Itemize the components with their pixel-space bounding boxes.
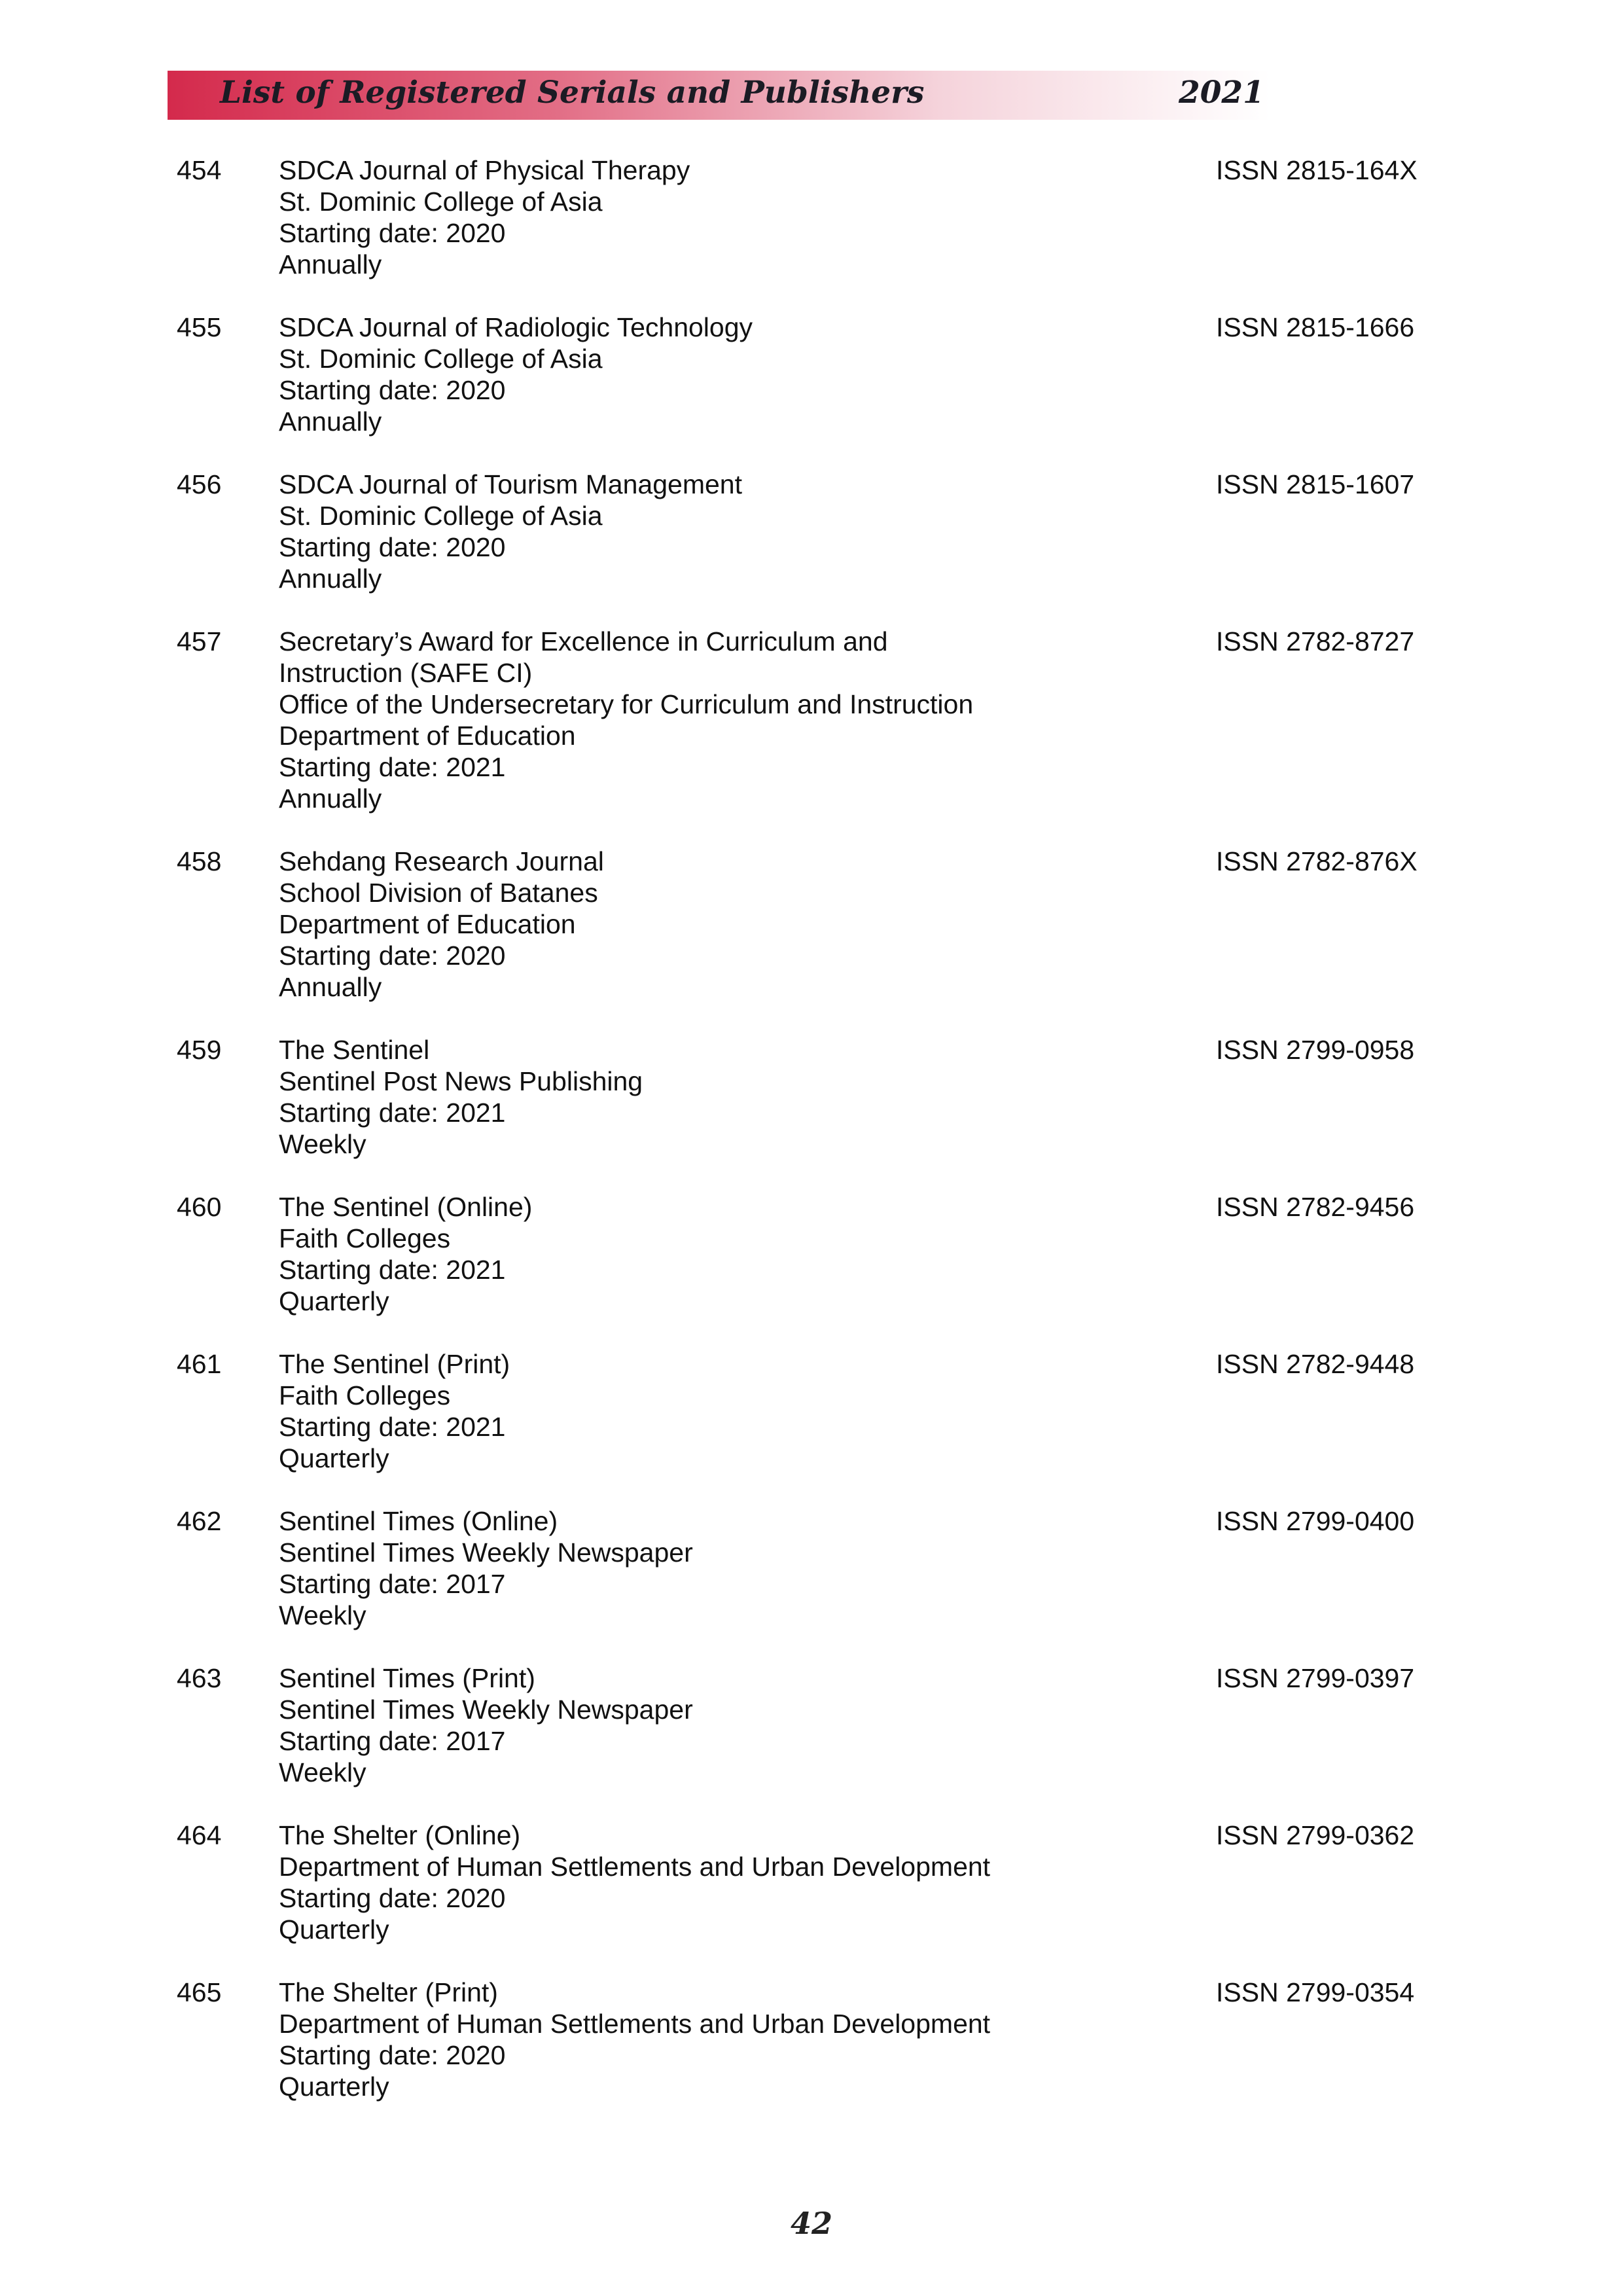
entry-detail-line: Weekly (279, 1600, 366, 1630)
entry-number: 457 (177, 626, 222, 656)
serial-entry (0, 1505, 1623, 1631)
entry-details (279, 154, 1188, 280)
serial-entry (0, 1348, 1623, 1474)
entry-detail-line: Department of Education (279, 909, 576, 939)
entry-details (279, 1820, 1188, 1945)
entry-details (279, 626, 1188, 814)
serial-entry (0, 1977, 1623, 2102)
entry-detail-line: Starting date: 2017 (279, 1569, 506, 1599)
serial-entry (0, 626, 1623, 814)
serial-title: The Sentinel (279, 1035, 430, 1065)
entry-detail-line: Quarterly (279, 1286, 389, 1316)
entry-number: 465 (177, 1977, 222, 2007)
serial-title: The Shelter (Online) (279, 1820, 521, 1850)
entry-details (279, 469, 1188, 594)
entry-detail-line: Starting date: 2020 (279, 941, 506, 971)
issn-number: ISSN 2782-9456 (1216, 1192, 1415, 1222)
serial-title: Sehdang Research Journal (279, 846, 604, 876)
serial-entry (0, 312, 1623, 437)
entry-detail-line: Starting date: 2017 (279, 1726, 506, 1756)
entry-details (279, 1034, 1188, 1160)
entry-number: 454 (177, 155, 222, 185)
entry-detail-line: Starting date: 2021 (279, 1255, 506, 1285)
entry-detail-line: Sentinel Post News Publishing (279, 1066, 643, 1096)
header-banner (168, 71, 1270, 120)
issn-number: ISSN 2815-1666 (1216, 312, 1415, 342)
entry-number: 460 (177, 1192, 222, 1222)
serial-title: SDCA Journal of Radiologic Technology (279, 312, 753, 342)
entry-detail-line: Starting date: 2021 (279, 1098, 506, 1128)
entry-detail-line: Starting date: 2020 (279, 1883, 506, 1913)
entry-detail-line: Instruction (SAFE CI) (279, 658, 533, 688)
serial-title: The Sentinel (Online) (279, 1192, 533, 1222)
entry-detail-line: St. Dominic College of Asia (279, 187, 603, 217)
entry-detail-line: Weekly (279, 1757, 366, 1787)
entry-number: 463 (177, 1663, 222, 1693)
entry-detail-line: Starting date: 2020 (279, 2040, 506, 2070)
entry-detail-line: School Division of Batanes (279, 878, 598, 908)
issn-number: ISSN 2782-876X (1216, 846, 1418, 876)
issn-number: ISSN 2799-0397 (1216, 1663, 1415, 1693)
entry-details (279, 1191, 1188, 1317)
issn-number: ISSN 2799-0362 (1216, 1820, 1415, 1850)
entry-detail-line: Starting date: 2020 (279, 218, 506, 248)
entry-number: 458 (177, 846, 222, 876)
serial-entry (0, 154, 1623, 280)
entry-detail-line: Annually (279, 249, 382, 279)
serial-title: Secretary’s Award for Excellence in Curriculum and (279, 626, 888, 656)
document-title: List of Registered Serials and Publishers (220, 75, 925, 111)
issn-number: ISSN 2799-0958 (1216, 1035, 1415, 1065)
serials-list (0, 154, 1623, 2134)
serial-entry (0, 846, 1623, 1003)
entry-detail-line: Department of Human Settlements and Urban Development (279, 2009, 991, 2039)
entry-details (279, 1662, 1188, 1788)
entry-details (279, 312, 1188, 437)
entry-number: 455 (177, 312, 222, 342)
serial-entry (0, 1662, 1623, 1788)
entry-detail-line: Annually (279, 972, 382, 1002)
entry-detail-line: Department of Human Settlements and Urban Development (279, 1852, 991, 1882)
serial-entry (0, 1034, 1623, 1160)
serial-title: Sentinel Times (Online) (279, 1506, 558, 1536)
entry-detail-line: Starting date: 2021 (279, 1412, 506, 1442)
issn-number: ISSN 2815-164X (1216, 155, 1418, 185)
entry-detail-line: Annually (279, 783, 382, 814)
entry-details (279, 1348, 1188, 1474)
entry-detail-line: Office of the Undersecretary for Curriculum and Instruction (279, 689, 974, 719)
entry-detail-line: St. Dominic College of Asia (279, 501, 603, 531)
entry-detail-line: Quarterly (279, 1443, 389, 1473)
entry-number: 464 (177, 1820, 222, 1850)
entry-detail-line: St. Dominic College of Asia (279, 344, 603, 374)
entry-detail-line: Sentinel Times Weekly Newspaper (279, 1537, 693, 1568)
entry-detail-line: Quarterly (279, 1914, 389, 1945)
entry-detail-line: Annually (279, 564, 382, 594)
serial-title: The Shelter (Print) (279, 1977, 498, 2007)
entry-details (279, 846, 1188, 1003)
serial-entry (0, 469, 1623, 594)
entry-details (279, 1505, 1188, 1631)
entry-number: 462 (177, 1506, 222, 1536)
issn-number: ISSN 2815-1607 (1216, 469, 1415, 499)
entry-number: 456 (177, 469, 222, 499)
document-year: 2021 (1179, 75, 1264, 111)
entry-detail-line: Faith Colleges (279, 1223, 451, 1253)
entry-detail-line: Quarterly (279, 2072, 389, 2102)
entry-number: 459 (177, 1035, 222, 1065)
entry-detail-line: Starting date: 2020 (279, 375, 506, 405)
entry-detail-line: Sentinel Times Weekly Newspaper (279, 1695, 693, 1725)
entry-number: 461 (177, 1349, 222, 1379)
serial-entry (0, 1820, 1623, 1945)
serial-title: SDCA Journal of Tourism Management (279, 469, 742, 499)
serial-title: SDCA Journal of Physical Therapy (279, 155, 690, 185)
issn-number: ISSN 2782-8727 (1216, 626, 1415, 656)
entry-detail-line: Starting date: 2020 (279, 532, 506, 562)
entry-detail-line: Department of Education (279, 721, 576, 751)
page-number: 42 (790, 2206, 832, 2241)
entry-detail-line: Faith Colleges (279, 1380, 451, 1410)
entry-detail-line: Annually (279, 406, 382, 437)
entry-detail-line: Starting date: 2021 (279, 752, 506, 782)
serial-title: The Sentinel (Print) (279, 1349, 510, 1379)
issn-number: ISSN 2799-0400 (1216, 1506, 1415, 1536)
entry-details (279, 1977, 1188, 2102)
entry-detail-line: Weekly (279, 1129, 366, 1159)
serial-title: Sentinel Times (Print) (279, 1663, 535, 1693)
issn-number: ISSN 2782-9448 (1216, 1349, 1415, 1379)
issn-number: ISSN 2799-0354 (1216, 1977, 1415, 2007)
serial-entry (0, 1191, 1623, 1317)
